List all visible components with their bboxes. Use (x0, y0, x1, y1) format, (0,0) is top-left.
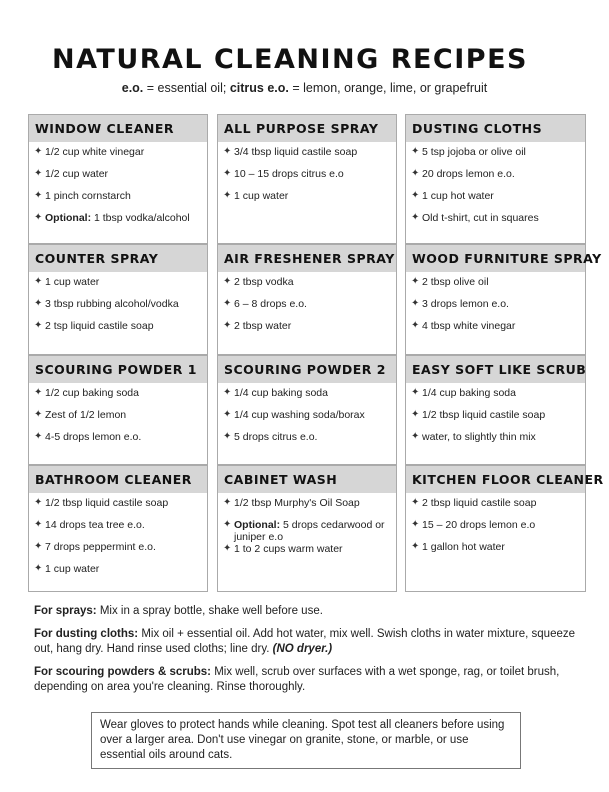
four-point-star-icon: ✦ (34, 276, 43, 287)
ingredient-value: 5 tsp jojoba or olive oil (422, 146, 526, 158)
ingredient-item (406, 276, 585, 298)
ingredient-text (45, 497, 168, 509)
ingredient-item (29, 563, 207, 585)
ingredient-value: 1/2 tbsp liquid castile soap (422, 409, 546, 421)
ingredient-text (422, 212, 539, 224)
ingredient-item (406, 190, 585, 212)
recipe-card (28, 114, 208, 244)
note-scouring-text: Mix well, scrub over surfaces with a wet sponge, rag, or toilet brush, depending on area you're cleaning. Rinse thoroughly. (34, 666, 560, 693)
ingredient-item (29, 431, 207, 453)
ingredient-text (234, 320, 291, 332)
four-point-star-icon: ✦ (411, 276, 420, 287)
recipe-title: BATHROOM CLEANER (29, 466, 207, 493)
ingredient-value: 1/4 cup baking soda (422, 387, 516, 399)
ingredient-value: 1 gallon hot water (422, 541, 505, 553)
ingredient-list (406, 493, 585, 563)
ingredient-value: 7 drops peppermint e.o. (45, 541, 156, 553)
note-scouring-label: For scouring powders & scrubs: (34, 666, 211, 678)
ingredient-list (218, 383, 396, 453)
note-dusting-emphasis: (NO dryer.) (272, 643, 333, 655)
recipe-title: COUNTER SPRAY (29, 245, 207, 272)
ingredient-item (406, 387, 585, 409)
four-point-star-icon: ✦ (34, 298, 43, 309)
ingredient-item (218, 276, 396, 298)
recipe-title: SCOURING POWDER 1 (29, 356, 207, 383)
ingredient-item (29, 387, 207, 409)
ingredient-text (45, 212, 190, 224)
ingredient-item (29, 519, 207, 541)
ingredient-value: 20 drops lemon e.o. (422, 168, 515, 180)
ingredient-value: 1 cup hot water (422, 190, 494, 202)
four-point-star-icon: ✦ (34, 190, 43, 201)
four-point-star-icon: ✦ (223, 431, 232, 442)
four-point-star-icon: ✦ (411, 431, 420, 442)
optional-label: Optional: (234, 519, 281, 531)
ingredient-list (406, 142, 585, 234)
citrus-eo-definition: = lemon, orange, lime, or grapefruit (288, 81, 488, 95)
recipe-card (405, 114, 586, 244)
ingredient-text (422, 190, 494, 202)
four-point-star-icon: ✦ (411, 298, 420, 309)
ingredient-text (422, 387, 516, 399)
ingredient-text (234, 276, 294, 288)
ingredient-value: 5 drops citrus e.o. (234, 431, 318, 443)
recipe-title: KITCHEN FLOOR CLEANER (406, 466, 585, 493)
ingredient-value: 2 tbsp olive oil (422, 276, 489, 288)
ingredient-item (218, 320, 396, 342)
ingredient-value: 6 – 8 drops e.o. (234, 298, 307, 310)
ingredient-item (406, 298, 585, 320)
ingredient-list (406, 383, 585, 453)
ingredient-value: 1/2 tbsp liquid castile soap (45, 497, 169, 509)
ingredient-text (422, 409, 545, 421)
four-point-star-icon: ✦ (411, 146, 420, 157)
note-sprays (34, 604, 594, 619)
ingredient-list (406, 272, 585, 342)
ingredient-item (218, 431, 396, 453)
recipe-card (28, 465, 208, 592)
ingredient-text (234, 190, 288, 202)
four-point-star-icon: ✦ (223, 168, 232, 179)
ingredient-text (45, 276, 99, 288)
ingredient-value: 2 tbsp vodka (234, 276, 294, 288)
four-point-star-icon: ✦ (34, 541, 43, 552)
four-point-star-icon: ✦ (34, 519, 43, 530)
ingredient-text (45, 387, 139, 399)
ingredient-value: 2 tsp liquid castile soap (45, 320, 154, 332)
ingredient-list (218, 142, 396, 212)
ingredient-item (29, 409, 207, 431)
ingredient-text (422, 276, 489, 288)
ingredient-item (406, 212, 585, 234)
ingredient-item (29, 276, 207, 298)
note-dusting-cloths (34, 627, 594, 657)
ingredient-value: 1/2 cup white vinegar (45, 146, 145, 158)
four-point-star-icon: ✦ (34, 168, 43, 179)
ingredient-item (218, 387, 396, 409)
four-point-star-icon: ✦ (34, 563, 43, 574)
ingredient-item (29, 146, 207, 168)
ingredient-item (29, 320, 207, 342)
four-point-star-icon: ✦ (411, 212, 420, 223)
note-dusting-text: Mix oil + essential oil. Add hot water, mix well. Swish cloths in water mixture, squeeze out, hang dry. Hand rinse used cloths; line dry. (34, 628, 576, 655)
four-point-star-icon: ✦ (411, 168, 420, 179)
ingredient-text (45, 541, 156, 553)
ingredient-text (422, 541, 505, 553)
ingredient-item (218, 497, 396, 519)
ingredient-text (45, 190, 131, 202)
ingredient-value: 1 to 2 cups warm water (234, 543, 343, 555)
ingredient-item (218, 146, 396, 168)
ingredient-text (45, 298, 179, 310)
ingredient-text (234, 497, 360, 509)
four-point-star-icon: ✦ (34, 431, 43, 442)
instructions (34, 604, 594, 703)
recipe-title: WINDOW CLEANER (29, 115, 207, 142)
four-point-star-icon: ✦ (34, 409, 43, 420)
ingredient-value: 1 cup water (45, 563, 100, 575)
ingredient-item (406, 431, 585, 453)
ingredient-value: 5 drops cedarwood or juniper e.o (234, 519, 385, 543)
ingredient-item (218, 409, 396, 431)
ingredient-text (234, 431, 317, 443)
recipe-title: EASY SOFT LIKE SCRUB (406, 356, 585, 383)
recipe-title: ALL PURPOSE SPRAY (218, 115, 396, 142)
recipe-card (28, 244, 208, 355)
page-title: NATURAL CLEANING RECIPES (52, 44, 528, 75)
four-point-star-icon: ✦ (411, 320, 420, 331)
ingredient-value: 1/4 cup baking soda (234, 387, 328, 399)
recipe-card (405, 465, 604, 592)
four-point-star-icon: ✦ (34, 387, 43, 398)
note-sprays-text: Mix in a spray bottle, shake well before use. (96, 605, 323, 617)
ingredient-text (234, 519, 396, 543)
optional-label: Optional: (45, 212, 92, 224)
ingredient-text (422, 298, 509, 310)
recipe-title: CABINET WASH (218, 466, 396, 493)
four-point-star-icon: ✦ (223, 146, 232, 157)
ingredient-text (422, 146, 526, 158)
ingredient-value: 2 tbsp water (234, 320, 292, 332)
ingredient-item (218, 298, 396, 320)
ingredient-value: 3 drops lemon e.o. (422, 298, 509, 310)
four-point-star-icon: ✦ (34, 497, 43, 508)
ingredient-value: Zest of 1/2 lemon (45, 409, 127, 421)
ingredient-list (218, 493, 396, 565)
ingredient-value: 14 drops tea tree e.o. (45, 519, 145, 531)
safety-warning-box: Wear gloves to protect hands while cleaning. Spot test all cleaners before using over a larger area. Don't use vinegar on granite, stone, or marble, or use essential oils around cats. (91, 712, 521, 769)
ingredient-item (29, 541, 207, 563)
four-point-star-icon: ✦ (223, 409, 232, 420)
ingredient-item (406, 168, 585, 190)
eo-abbreviation: e.o. (121, 81, 144, 95)
note-scouring (34, 665, 594, 695)
citrus-eo-abbreviation: citrus e.o. (229, 81, 289, 95)
ingredient-item (406, 519, 585, 541)
ingredient-text (422, 431, 536, 443)
ingredient-value: Old t-shirt, cut in squares (422, 212, 539, 224)
ingredient-text (45, 168, 108, 180)
ingredient-text (45, 563, 99, 575)
ingredient-text (234, 409, 365, 421)
ingredient-text (234, 387, 328, 399)
ingredient-item (29, 168, 207, 190)
four-point-star-icon: ✦ (411, 190, 420, 201)
four-point-star-icon: ✦ (34, 212, 43, 223)
ingredient-value: 1 pinch cornstarch (45, 190, 131, 202)
ingredient-value: 3/4 tbsp liquid castile soap (234, 146, 358, 158)
ingredient-list (29, 272, 207, 342)
recipe-title: AIR FRESHENER SPRAY (218, 245, 396, 272)
recipe-title: DUSTING CLOTHS (406, 115, 585, 142)
ingredient-value: 1/2 cup baking soda (45, 387, 139, 399)
four-point-star-icon: ✦ (223, 543, 232, 554)
ingredient-value: 10 – 15 drops citrus e.o (234, 168, 344, 180)
ingredient-value: 2 tbsp liquid castile soap (422, 497, 537, 509)
ingredient-text (422, 168, 515, 180)
ingredient-text (234, 146, 357, 158)
ingredient-list (29, 493, 207, 585)
ingredient-item (218, 190, 396, 212)
four-point-star-icon: ✦ (34, 320, 43, 331)
ingredient-value: 4 tbsp white vinegar (422, 320, 516, 332)
recipe-title: SCOURING POWDER 2 (218, 356, 396, 383)
four-point-star-icon: ✦ (223, 519, 232, 530)
four-point-star-icon: ✦ (223, 190, 232, 201)
ingredient-item (218, 168, 396, 190)
four-point-star-icon: ✦ (411, 409, 420, 420)
ingredient-text (422, 497, 536, 509)
ingredient-value: 1/2 cup water (45, 168, 109, 180)
ingredient-item (29, 497, 207, 519)
four-point-star-icon: ✦ (223, 387, 232, 398)
ingredient-item (29, 190, 207, 212)
ingredient-text (422, 320, 515, 332)
four-point-star-icon: ✦ (223, 320, 232, 331)
ingredient-value: 4-5 drops lemon e.o. (45, 431, 142, 443)
note-dusting-label: For dusting cloths: (34, 628, 139, 640)
ingredient-list (218, 272, 396, 342)
ingredient-item (406, 320, 585, 342)
ingredient-value: 1 tbsp vodka/alcohol (91, 212, 190, 224)
ingredient-value: water, to slightly thin mix (422, 431, 536, 443)
ingredient-value: 3 tbsp rubbing alcohol/vodka (45, 298, 179, 310)
four-point-star-icon: ✦ (34, 146, 43, 157)
ingredient-item (406, 541, 585, 563)
ingredient-value: 15 – 20 drops lemon e.o (422, 519, 536, 531)
ingredient-list (29, 142, 207, 234)
ingredient-value: 1 cup water (234, 190, 289, 202)
ingredient-item (29, 212, 207, 234)
recipe-card (217, 244, 397, 355)
ingredient-value: 1 cup water (45, 276, 100, 288)
ingredient-item (29, 298, 207, 320)
four-point-star-icon: ✦ (223, 298, 232, 309)
recipe-card (405, 244, 602, 355)
ingredient-text (422, 519, 535, 531)
ingredient-item (406, 409, 585, 431)
ingredient-item (218, 543, 396, 565)
ingredient-item (406, 146, 585, 168)
ingredient-value: 1/2 tbsp Murphy's Oil Soap (234, 497, 360, 509)
recipe-title: WOOD FURNITURE SPRAY (406, 245, 585, 272)
ingredient-text (234, 168, 344, 180)
four-point-star-icon: ✦ (223, 276, 232, 287)
recipe-card (28, 355, 208, 465)
note-sprays-label: For sprays: (34, 605, 97, 617)
recipe-card (217, 465, 397, 592)
ingredient-text (45, 409, 126, 421)
ingredient-text (45, 146, 144, 158)
page-subtitle (0, 81, 609, 95)
four-point-star-icon: ✦ (411, 497, 420, 508)
recipe-card (405, 355, 586, 465)
ingredient-text (45, 320, 154, 332)
four-point-star-icon: ✦ (411, 387, 420, 398)
ingredient-list (29, 383, 207, 453)
ingredient-text (234, 543, 343, 555)
four-point-star-icon: ✦ (223, 497, 232, 508)
ingredient-text (45, 519, 145, 531)
eo-definition: = essential oil; (143, 81, 230, 95)
recipe-card (217, 114, 397, 244)
recipe-card (217, 355, 397, 465)
ingredient-value: 1/4 cup washing soda/borax (234, 409, 365, 421)
four-point-star-icon: ✦ (411, 541, 420, 552)
four-point-star-icon: ✦ (411, 519, 420, 530)
ingredient-item (218, 519, 396, 543)
ingredient-text (234, 298, 307, 310)
ingredient-text (45, 431, 141, 443)
ingredient-item (406, 497, 585, 519)
